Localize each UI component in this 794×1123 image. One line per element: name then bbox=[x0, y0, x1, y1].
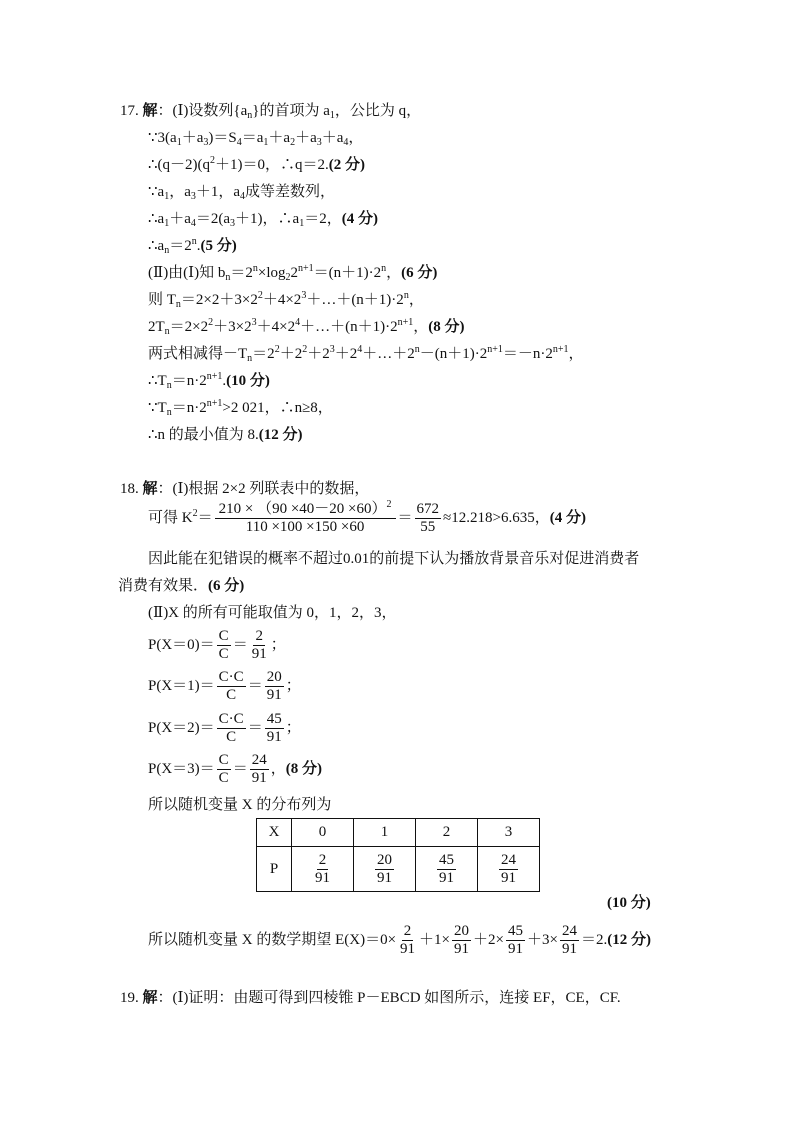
p18-expectation-line: 所以随机变量 X 的数学期望 E(X)＝0× $\frac{2}{91}$ ＋1× $\frac{20}{91}$ ＋2× $\frac{45}{91}$ ＋3× $\frac{24}{91}$ ＝2.(12 分) bbox=[148, 923, 651, 957]
p17-line-3: $\therefore(q-2)(q^2+1)=0$，∴q＝2.(2 分) bbox=[148, 155, 366, 173]
score-label: (4 分) bbox=[341, 211, 378, 227]
k2-fraction: $\frac{210 \times (90 \times 40-20 \times 60)^2}{110 \times 100 \times 150 \times 60}$ bbox=[215, 501, 396, 536]
distribution-table bbox=[256, 818, 540, 892]
p18-p2-line: P(X＝2)＝ $\frac{C\cdot C}{C}$ ＝ $\frac{45}{91}$ ； bbox=[148, 711, 301, 745]
table-cell: $\frac{20}{91}$ bbox=[354, 847, 416, 892]
p18-line-1: 18. 解：(Ⅰ)根据 2×2 列联表中的数据， bbox=[120, 481, 370, 497]
table-row bbox=[257, 847, 540, 892]
score-label: (12 分) bbox=[258, 427, 303, 443]
p17-line-11: $\therefore T_n=n\cdot 2^{n+1}.(10$ 分) bbox=[148, 371, 270, 391]
table-row bbox=[257, 819, 540, 847]
table-cell: $\frac{2}{91}$ bbox=[292, 847, 354, 892]
p17-line-13: ∴n 的最小值为 8.(12 分) bbox=[148, 427, 303, 443]
p18-dist-intro: 所以随机变量 X 的分布列为 bbox=[148, 797, 332, 813]
p18-p3-line: P(X＝3)＝ $\frac{C}{C}$ ＝ $\frac{24}{91}$ ，(8 分) bbox=[148, 752, 322, 786]
table-score: (10 分) bbox=[607, 895, 651, 911]
score-label: (8 分) bbox=[285, 760, 322, 777]
p17-line-4: $\because a_1$，$a_3+1$，$a_4$成等差数列， bbox=[148, 184, 336, 202]
score-label: (12 分) bbox=[607, 931, 651, 948]
p19-line-1: 19. 解：(Ⅰ)证明：由题可得到四棱锥 P－EBCD 如图所示，连接 EF，CE，CF. bbox=[120, 990, 621, 1006]
p18-p0-line: P(X＝0)＝ $\frac{C}{C}$ ＝ $\frac{2}{91}$ ； bbox=[148, 628, 286, 662]
table-cell: P bbox=[257, 847, 292, 892]
p17-line-7: (Ⅱ)由(Ⅰ)知 $b_n=2^n\times\log_22^{n+1}=(n+1)\cdot 2^n$，(6 分) bbox=[148, 263, 438, 283]
p17-line-5: $\therefore a_1+a_4=2(a_3+1)$，$\therefore a_1=2$，(4 分) bbox=[148, 211, 378, 229]
table-cell: $\frac{24}{91}$ bbox=[478, 847, 540, 892]
p17-line-6: $\therefore a_n=2^n.(5$ 分) bbox=[148, 236, 237, 256]
p17-line-1: 17. 解：(Ⅰ)设数列$\{a_n\}$的首项为 $a_1$，公比为 q， bbox=[120, 103, 422, 121]
p18-conclusion-2: 消费有效果．(6 分) bbox=[118, 578, 245, 594]
p18-values-line: (Ⅱ)X 的所有可能取值为 0，1，2，3， bbox=[148, 605, 397, 621]
score-label: (8 分) bbox=[428, 319, 465, 335]
table-header-cell: 0 bbox=[292, 819, 354, 847]
p17-line-8: 则 $T_n=2\times 2+3\times 2^2+4\times 2^3+\dots+(n+1)\cdot 2^n$， bbox=[148, 290, 424, 310]
score-label: (4 分) bbox=[549, 509, 586, 526]
score-label: (6 分) bbox=[208, 578, 245, 594]
table-header-cell: X bbox=[257, 819, 292, 847]
score-label: (6 分) bbox=[401, 265, 438, 281]
p17-line-10: 两式相减得$-T_n=2^2+2^2+2^3+2^4+\dots+2^n-(n+1)\cdot 2^{n+1}=-n\cdot 2^{n+1}$， bbox=[148, 344, 584, 364]
table-header-cell: 3 bbox=[478, 819, 540, 847]
k2-fraction-simplified: $\frac{672}{55}$ bbox=[416, 501, 440, 535]
p18-p1-line: P(X＝1)＝ $\frac{C\cdot C}{C}$ ＝ $\frac{20}{91}$ ； bbox=[148, 669, 301, 703]
score-label: (5 分) bbox=[200, 238, 237, 254]
table-cell: $\frac{45}{91}$ bbox=[416, 847, 478, 892]
p18-k2-line: 可得 $K^2=$ $\frac{210 \times (90 \times 40-20 \times 60)^2}{110 \times 100 \times 150 \times 60}$ ＝ $\frac{672}{55}$ ≈12.218>6.635，(4 分) bbox=[148, 499, 586, 535]
p17-line-12: $\because T_n=n\cdot 2^{n+1}>2$ 021，∴n≥8， bbox=[148, 398, 333, 418]
p17-line-2: $\because 3(a_1+a_3)=S_4=a_1+a_2+a_3+a_4$， bbox=[148, 130, 364, 148]
p18-conclusion-1: 因此能在犯错误的概率不超过0.01的前提下认为播放背景音乐对促进消费者 bbox=[148, 551, 640, 567]
p17-line-9: $2T_n=2\times 2^2+3\times 2^3+4\times 2^4+\dots+(n+1)\cdot 2^{n+1}$，(8 分) bbox=[148, 317, 465, 337]
table-header-cell: 2 bbox=[416, 819, 478, 847]
score-label: (2 分) bbox=[328, 157, 366, 173]
table-header-cell: 1 bbox=[354, 819, 416, 847]
score-label: (10 分) bbox=[226, 373, 270, 389]
